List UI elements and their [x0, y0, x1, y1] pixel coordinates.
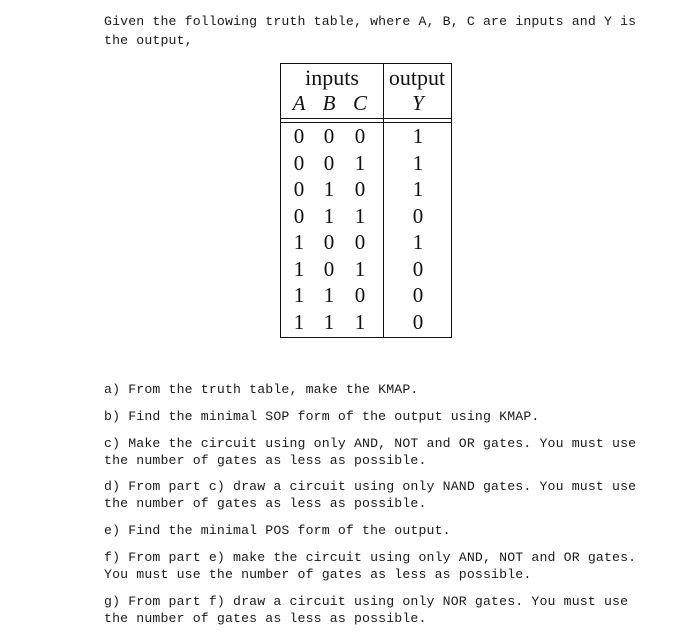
truth-table-body — [281, 124, 451, 336]
question-list — [104, 381, 644, 637]
question-b: b) Find the minimal SOP form of the output using KMAP. — [104, 408, 540, 424]
table-row — [281, 257, 451, 284]
cell-a: 0 — [293, 177, 305, 201]
cell-c: 0 — [354, 124, 366, 148]
cell-c: 0 — [354, 230, 366, 254]
column-header-c: C — [352, 91, 367, 115]
inputs-header: inputs — [305, 65, 359, 90]
question-d: d) From part c) draw a circuit using only NAND gates. You must use the number of gates as less as possible. — [104, 479, 637, 512]
cell-c: 0 — [354, 177, 366, 201]
column-header-b: B — [322, 91, 336, 115]
cell-y: 0 — [412, 283, 424, 307]
cell-c: 0 — [354, 283, 366, 307]
cell-y: 1 — [412, 177, 424, 201]
question-e: e) Find the minimal POS form of the output. — [104, 523, 451, 539]
cell-b: 0 — [323, 230, 335, 254]
cell-a: 0 — [293, 150, 305, 175]
table-row — [281, 230, 451, 257]
table-row — [281, 151, 451, 178]
cell-b: 1 — [323, 203, 335, 228]
question-g: g) From part f) draw a circuit using only NOR gates. You must use the number of gates as less as possible. — [104, 593, 629, 626]
table-row — [281, 204, 451, 231]
cell-y: 1 — [412, 124, 424, 148]
header-rule-double — [281, 122, 451, 123]
cell-y: 0 — [412, 203, 424, 228]
question-c: c) Make the circuit using only AND, NOT and OR gates. You must use the number of gates as less as possible. — [104, 435, 637, 468]
question-f: f) From part e) make the circuit using only AND, NOT and OR gates. You must use the number of gates as less as possible. — [104, 549, 637, 582]
table-row — [281, 124, 451, 151]
cell-a: 1 — [293, 283, 305, 307]
question-a: a) From the truth table, make the KMAP. — [104, 382, 419, 397]
header-rule — [281, 118, 451, 119]
cell-b: 1 — [323, 309, 335, 334]
cell-a: 1 — [293, 256, 305, 281]
cell-b: 1 — [323, 283, 335, 307]
cell-y: 1 — [412, 150, 424, 175]
table-row — [281, 283, 451, 310]
cell-c: 1 — [354, 309, 366, 334]
cell-y: 1 — [412, 230, 424, 254]
cell-a: 1 — [293, 230, 305, 254]
output-header: output — [388, 65, 446, 90]
truth-table — [280, 63, 452, 338]
cell-b: 0 — [323, 150, 335, 175]
cell-y: 0 — [412, 256, 424, 281]
cell-c: 1 — [354, 256, 366, 281]
cell-b: 1 — [323, 177, 335, 201]
problem-intro: Given the following truth table, where A, B, C are inputs and Y is the output, — [104, 14, 637, 48]
cell-a: 0 — [293, 203, 305, 228]
cell-a: 0 — [293, 124, 305, 148]
cell-a: 1 — [293, 309, 305, 334]
table-row — [281, 177, 451, 204]
cell-b: 0 — [323, 124, 335, 148]
cell-c: 1 — [354, 150, 366, 175]
table-row — [281, 310, 451, 337]
cell-b: 0 — [323, 256, 335, 281]
cell-c: 1 — [354, 203, 366, 228]
cell-y: 0 — [412, 309, 424, 334]
column-header-y: Y — [412, 91, 424, 115]
column-header-a: A — [292, 91, 306, 115]
